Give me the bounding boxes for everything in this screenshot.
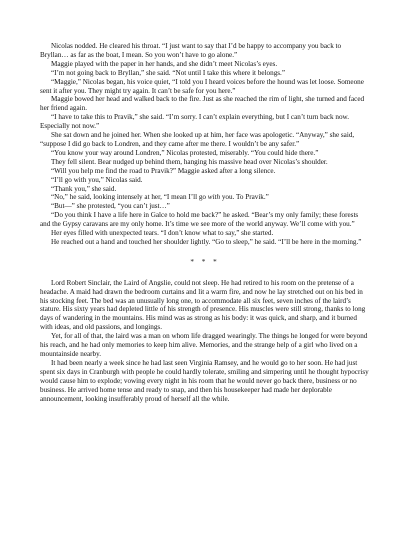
text-run: you. To Pravik.” (220, 193, 269, 202)
paragraph: “I’ll go with you,” Nicolas said. (51, 175, 143, 184)
paragraph: Maggie played with the paper in her hands, and she didn’t meet Nicolas’s eyes. (51, 59, 278, 68)
paragraph: Her eyes filled with unexpected tears. “I don’t know what to say,” she started. (51, 229, 274, 238)
paragraph: “Will you help me find the road to Pravik?” Maggie asked after a long silence. (51, 166, 276, 175)
scene-break: * * * (190, 257, 220, 266)
paragraph: “I’m not going back to Bryllan,” she said. “Not until I take this where it belongs.” (51, 68, 285, 77)
paragraph: “But—” she protested, “you can’t just…” (51, 202, 170, 211)
paragraph: She sat down and he joined her. When she looked up at him, her face was apologetic. “Anyway,” she said, “suppose I did go back to Londren, and they came after me there. I wouldn’t be any safer.” (40, 131, 355, 148)
paragraph: Nicolas nodded. He cleared his throat. “I just want to say that I’d be happy to accompany you back to Bryllan… as far as the boat, I mean. So you won’t have to go alone.” (40, 42, 342, 59)
paragraph: “Do you think I have a life here in Galce to hold me back?” he asked. “Bear’s my only family; these forests and the Gypsy caravans are my only home. It’s time we see more of the world anyway. We’ll come with you.” (40, 211, 359, 229)
paragraph: “You know your way around Londren,” Nicolas protested, miserably. “You could hide there.” (51, 148, 319, 157)
paragraph: Lord Robert Sinclair, the Laird of Angslie, could not sleep. He had retired to his room on the pretense of a headache. A maid had drawn the bedroom curtains and lit a warm fire, and now he lay stretched out on his bed in his stocking feet. The bed was an unusually long one, to accommodate all six feet, seven inches of the laird’s stature. His sixty years had depleted little of his strength of presence. His muscles were still strong, thanks to long days of wandering in the mountains. His mind was as strong as his body: it was quick, and sharp, and it burned with ideas, and old passions, and longings. (40, 278, 366, 332)
paragraph: Maggie bowed her head and walked back to the fire. Just as she reached the rim of light, she turned and faced her friend again. (40, 95, 365, 113)
emphasized-word: with (207, 193, 221, 202)
paragraph: It had been nearly a week since he had last seen Virginia Ramsey, and he would go to her soon. He had just spent six days in Cranburgh with people he could hardly tolerate, smiling and simpering until he thought hypocrisy would cause him to explode; vowing every night in his room that he would never go back there, business or no business. He arrived home tense and ready to snap, and then his housekeeper had made her deplorable announcement, looking insufferably proud of herself all the while. (40, 358, 369, 403)
page-text (40, 42, 370, 403)
text-run: “No,” he said, looking intensely at her, “I mean I’ll go (51, 193, 208, 202)
paragraph: They fell silent. Bear nudged up behind them, hanging his massive head over Nicolas’s shoulder. (51, 157, 328, 166)
paragraph: “I have to take this to Pravik,” she said. “I’m sorry. I can’t explain everything, but I can’t turn back now. Especially not now.” (40, 113, 350, 131)
paragraph: Yet, for all of that, the laird was a man on whom life dragged wearingly. The things he longed for were beyond his reach, and he had only memories to keep him alive. Memories, and the strange help of a girl who lived on a mountainside nearby. (40, 332, 368, 358)
paragraph: He reached out a hand and touched her shoulder lightly. “Go to sleep,” he said. “I’ll be here in the morning.” (51, 237, 362, 246)
paragraph-with-emphasis (40, 193, 370, 202)
paragraph: “Thank you,” she said. (51, 184, 117, 193)
paragraph: “Maggie,” Nicolas began, his voice quiet, “I told you I heard voices before the hound was let loose. Someone sent it after you. They might try again. It can’t be safe for you here.” (40, 77, 364, 95)
